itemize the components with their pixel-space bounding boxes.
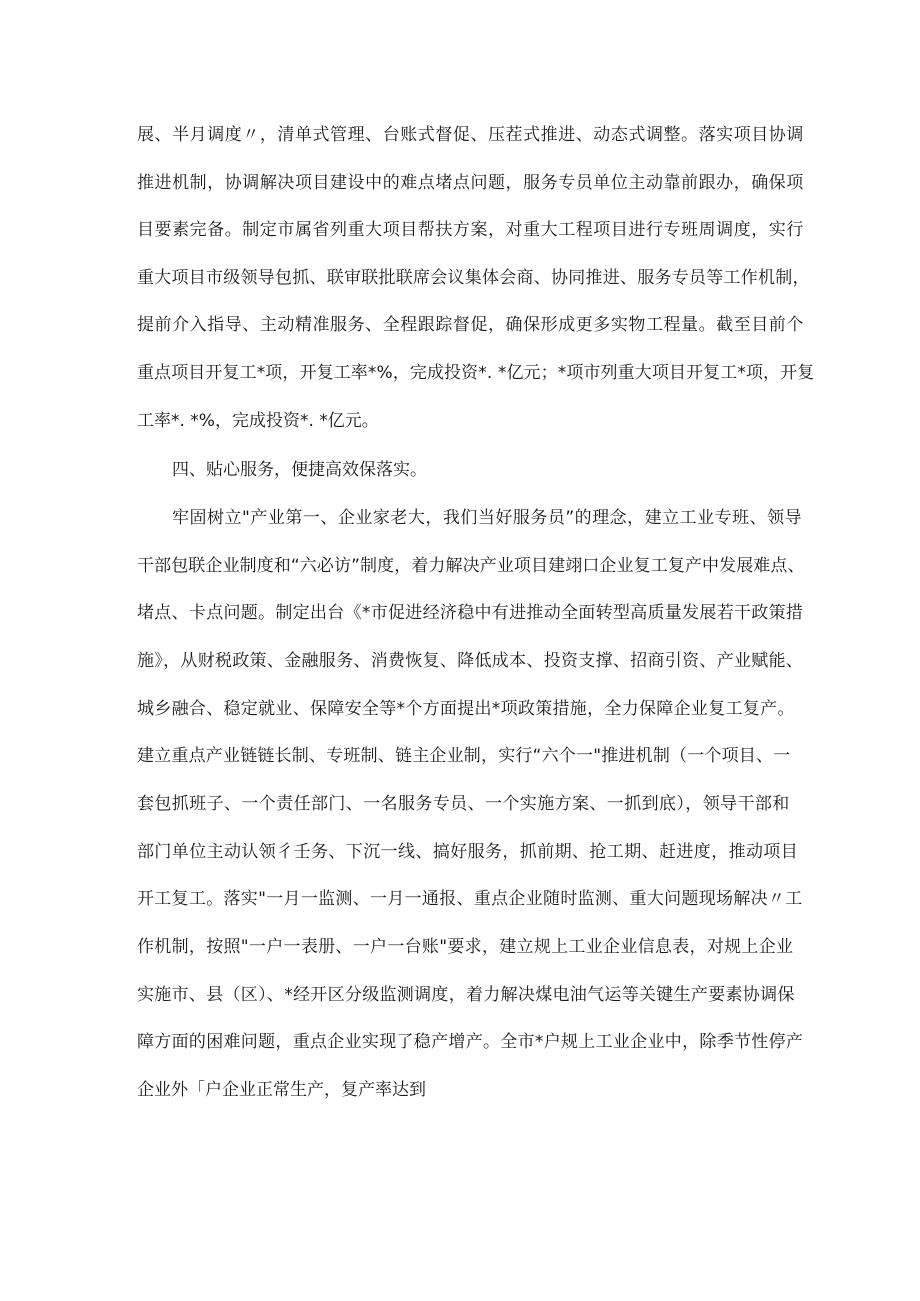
paragraph-line: 部门单位主动认领彳壬务、下沉一线、搞好服务，抓前期、抢工期、赶进度，推动项目 — [137, 842, 799, 862]
paragraph-line: 推进机制，协调解决项目建设中的难点堵点问题，服务专员单位主动靠前跟办，确保项 — [137, 173, 804, 193]
paragraph-line: 提前介入指导、主动精准服务、全程跟踪督促，确保形成更多实物工程量。截至目前个 — [137, 315, 804, 335]
paragraph-line: 障方面的困难问题，重点企业实现了稳产增产。全市*户规上工业企业中，除季节性停产 — [137, 1032, 804, 1052]
paragraph-line: 建立重点产业链链长制、专班制、链主企业制，实行“六个一"推进机制（一个项目、一 — [137, 746, 791, 766]
paragraph-line: 工率*. *%，完成投资*. *亿元。 — [137, 411, 379, 431]
section-heading: 四、贴心服务，便捷高效保落实。 — [172, 460, 427, 480]
paragraph-line: 堵点、卡点问题。制定出台《*市促进经济稳中有进推动全面转型高质量发展若干政策措 — [137, 603, 804, 623]
paragraph-line: 作机制，按照"一户一表册、一户一台账"要求，建立规上工业企业信息表，对规上企业 — [137, 937, 794, 957]
paragraph-line: 实施市、县（区）、*经开区分级监测调度，着力解决煤电油气运等关键生产要素协调保 — [137, 985, 795, 1005]
paragraph-line: 展、半月调度〃，清单式管理、台账式督促、压茬式推进、动态式调整。落实项目协调 — [137, 125, 804, 145]
paragraph-line: 重大项目市级领导包抓、联审联批联席会议集体会商、协同推进、服务专员等工作机制， — [137, 268, 810, 288]
paragraph-line: 企业外「户企业正常生产，复产率达到 — [137, 1080, 426, 1100]
paragraph-line: 牢固树立"产业第一、企业家老大，我们当好服务员”的理念，建立工业专班、领导 — [172, 508, 803, 528]
paragraph-line: 重点项目开复工*项，开复工率*%，完成投资*. *亿元；*项市列重大项目开复工*项，开复 — [137, 363, 815, 383]
paragraph-line: 施》，从财税政策、金融服务、消费恢复、降低成本、投资支撑、招商引资、产业赋能、 — [137, 651, 804, 671]
paragraph-line: 开工复工。落实"一月一监测、一月一通报、重点企业随时监测、重大问题现场解决〃工 — [137, 889, 803, 909]
paragraph-line: 套包抓班子、一个责任部门、一名服务专员、一个实施方案、一抓到底），领导干部和 — [137, 794, 790, 814]
paragraph-line: 目要素完备。制定市属省列重大项目帮扶方案，对重大工程项目进行专班周调度，实行 — [137, 220, 804, 240]
paragraph-line: 干部包联企业制度和“六必访”制度，着力解决产业项目建翊口企业复工复产中发展难点、 — [137, 556, 805, 576]
paragraph-line: 城乡融合、稳定就业、保障安全等*个方面提出*项政策措施，全力保障企业复工复产。 — [137, 699, 795, 719]
